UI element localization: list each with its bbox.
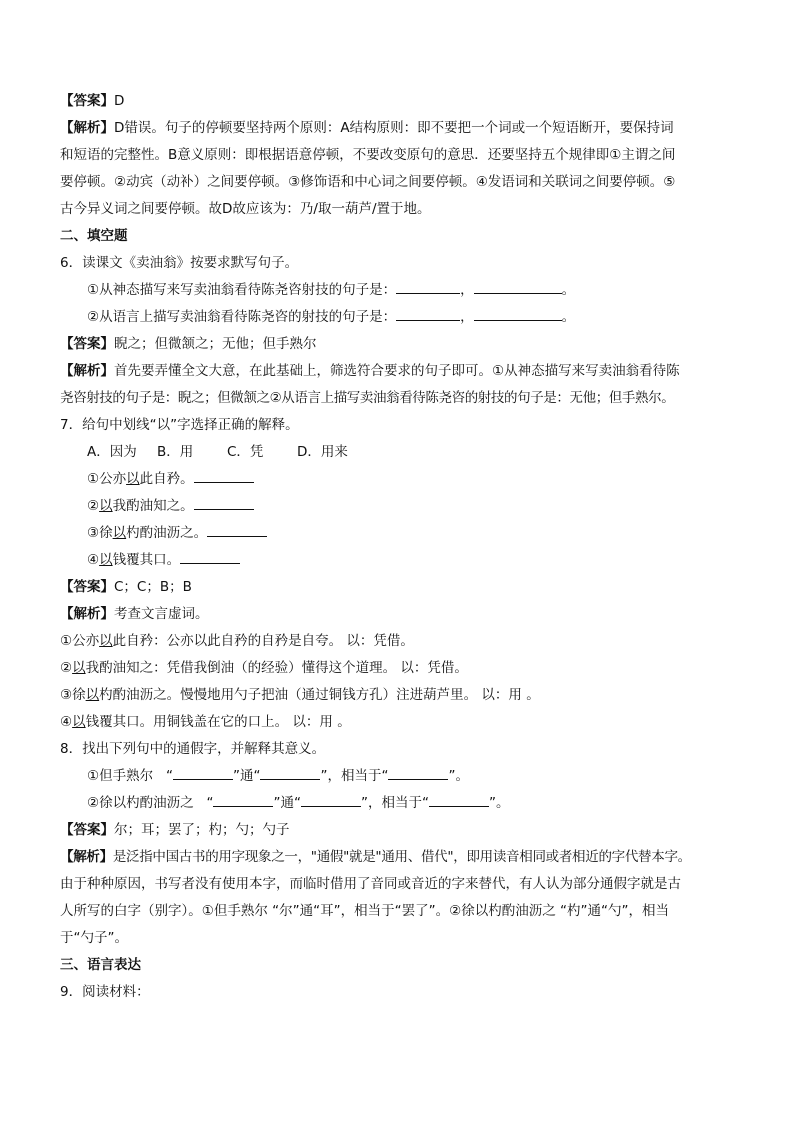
q7-analysis-item-2-post: 我酌油知之：凭借我倒油（的经验）懂得这个道理。 以：凭借。 [85, 660, 468, 676]
q8-item-1-blank-3[interactable] [388, 766, 448, 780]
q7-item-2-post: 我酌油知之。 [112, 498, 194, 514]
q6-item-1-blank-2[interactable] [474, 280, 562, 294]
q8-item-2-quote-end: ”。 [488, 795, 510, 811]
q7-analysis-line [60, 601, 740, 628]
q5-analysis-line-2: 和短语的完整性。B意义原则：即根据语意停顿，不要改变原句的意思．还要坚持五个规律即①主谓之间 [60, 147, 676, 163]
q7-item-4 [60, 547, 740, 574]
q8-item-1-xiang: ”，相当于“ [320, 768, 389, 784]
q8-item-1 [60, 763, 740, 790]
q6-answer: 睨之；但微颔之；无他；但手熟尔 [114, 336, 317, 352]
q6-item-1-blank-1[interactable] [396, 280, 460, 294]
q8-analysis-line-3: 人所写的白字（别字）。①但手熟尔 “尔”通“耳”，相当于“罢了”。②徐以杓酌油沥之 “杓”通“勺”，相当 [60, 903, 669, 919]
q7-analysis-item-1-pre: ①公亦 [60, 633, 100, 649]
answer-label: 【答案】 [60, 579, 114, 595]
q7-option-b[interactable]: B．用 [157, 444, 194, 460]
q8-item-2-text: ②徐以杓酌油沥之 [87, 795, 194, 811]
q7-analysis-text: 考查文言虚词。 [114, 606, 209, 622]
answer-label: 【答案】 [60, 822, 114, 838]
q7-item-4-pre: ④ [87, 552, 100, 568]
q8-item-2-blank-2[interactable] [301, 793, 361, 807]
q5-analysis-line-1 [60, 115, 740, 142]
q7-analysis-item-4-pre: ④ [60, 714, 73, 730]
analysis-label: 【解析】 [60, 363, 114, 379]
q7-analysis-item-4-post: 钱覆其口。用铜钱盖在它的口上。 以：用 。 [85, 714, 351, 730]
q7-analysis-item-3-underlined: 以 [85, 687, 100, 703]
q6-answer-line [60, 331, 740, 358]
q8-item-2-xiang: ”，相当于“ [360, 795, 429, 811]
q6-item-1-text: ①从神态描写来写卖油翁看待陈尧咨射技的句子是： [87, 282, 397, 298]
q8-analysis-line-4: 于“勺子”。 [60, 930, 128, 946]
q6-analysis-text-1: 首先要弄懂全文大意，在此基础上，筛选符合要求的句子即可。①从神态描写来写卖油翁看待陈 [114, 363, 680, 379]
q7-item-4-post: 钱覆其口。 [112, 552, 181, 568]
q7-analysis-item-1-underlined: 以 [99, 633, 113, 649]
q8-item-2-blank-1[interactable] [213, 793, 273, 807]
q7-analysis-item-2 [60, 655, 740, 682]
q8-item-1-blank-1[interactable] [173, 766, 233, 780]
q7-item-3-pre: ③徐 [87, 525, 113, 541]
q5-analysis-line-3: 要停顿。②动宾（动补）之间要停顿。③修饰语和中心词之间要停顿。④发语词和关联词之间要停顿。⑤ [60, 174, 676, 190]
q7-analysis-item-2-pre: ② [60, 660, 73, 676]
q6-title: 6．读课文《卖油翁》按要求默写句子。 [60, 255, 299, 271]
q7-item-3-underlined: 以 [112, 525, 127, 541]
q7-option-a[interactable]: A．因为 [87, 444, 137, 460]
q8-item-1-text: ①但手熟尔 [87, 768, 154, 784]
q6-item-2-comma: ， [460, 309, 474, 325]
q7-item-4-blank[interactable] [180, 550, 240, 564]
q7-options [60, 439, 740, 466]
q6-item-2-text: ②从语言上描写卖油翁看待陈尧咨的射技的句子是： [87, 309, 397, 325]
q8-item-1-quote-end: ”。 [448, 768, 469, 784]
q7-item-3-blank[interactable] [207, 523, 267, 537]
q8-item-2-tong: ”通“ [273, 795, 301, 811]
q7-item-1-pre: ①公亦 [87, 471, 127, 487]
q7-analysis-item-4 [60, 709, 740, 736]
section-heading-fill-in: 二、填空题 [60, 228, 128, 244]
q7-analysis-item-2-underlined: 以 [72, 660, 86, 676]
q7-item-2-underlined: 以 [99, 498, 113, 514]
q6-item-1-comma: ， [460, 282, 474, 298]
q7-item-1-underlined: 以 [126, 471, 140, 487]
q7-analysis-item-3-pre: ③徐 [60, 687, 86, 703]
analysis-label: 【解析】 [60, 849, 113, 865]
q6-item-1-period: 。 [561, 282, 576, 298]
q5-answer-line [60, 88, 740, 115]
answer-label: 【答案】 [60, 93, 114, 109]
analysis-label: 【解析】 [60, 120, 114, 136]
q7-item-3-post: 杓酌油沥之。 [126, 525, 208, 541]
q7-analysis-item-1-post: 此自矜：公亦以此自矜的自矜是自夸。 以：凭借。 [112, 633, 414, 649]
q6-item-2-blank-2[interactable] [474, 307, 562, 321]
analysis-label: 【解析】 [60, 606, 114, 622]
q8-item-1-quote-open: “ [165, 768, 173, 784]
q8-item-1-tong: ”通“ [232, 768, 261, 784]
q7-title: 7．给句中划线“以”字选择正确的解释。 [60, 417, 299, 433]
q8-title: 8．找出下列句中的通假字，并解释其意义。 [60, 741, 326, 757]
q8-analysis-text-1: 是泛指中国古书的用字现象之一，"通假"就是"通用、借代"，即用读音相同或者相近的字代替本字。 [112, 849, 691, 865]
q7-analysis-item-1 [60, 628, 740, 655]
q6-analysis-line-1 [60, 358, 740, 385]
q8-item-2 [60, 790, 740, 817]
document-page [60, 88, 740, 1006]
q7-item-2-blank[interactable] [194, 496, 254, 510]
q8-item-1-blank-2[interactable] [260, 766, 320, 780]
q8-analysis-line-2: 由于种种原因，书写者没有使用本字，而临时借用了音同或音近的字来替代，有人认为部分通假字就是古 [60, 876, 681, 892]
q6-item-2-period: 。 [561, 309, 576, 325]
q7-answer-line [60, 574, 740, 601]
q5-analysis-line-4: 古今异义词之间要停顿。故D故应该为：乃/取一葫芦/置于地。 [60, 201, 431, 217]
section-heading-language-expression: 三、语言表达 [60, 957, 141, 973]
q6-item-2 [60, 304, 740, 331]
q7-item-1-blank[interactable] [194, 469, 254, 483]
q8-item-2-quote-open: “ [206, 795, 214, 811]
q7-option-d[interactable]: D．用来 [297, 444, 348, 460]
q7-item-2 [60, 493, 740, 520]
q7-item-3 [60, 520, 740, 547]
q7-option-c[interactable]: C．凭 [227, 444, 264, 460]
q8-answer-line [60, 817, 740, 844]
q7-analysis-item-3 [60, 682, 740, 709]
q7-item-1-post: 此自矜。 [139, 471, 194, 487]
answer-label: 【答案】 [60, 336, 114, 352]
q8-analysis-line-1 [60, 844, 740, 871]
q6-item-1 [60, 277, 740, 304]
q8-item-2-blank-3[interactable] [429, 793, 489, 807]
q7-analysis-item-3-post: 杓酌油沥之。慢慢地用勺子把油（通过铜钱方孔）注进葫芦里。 以：用 。 [99, 687, 540, 703]
q8-answer: 尔；耳；罢了；杓；勺；勺子 [114, 822, 290, 838]
q6-item-2-blank-1[interactable] [396, 307, 460, 321]
q7-item-1 [60, 466, 740, 493]
q5-analysis-text-1: D错误。句子的停顿要坚持两个原则：A结构原则：即不要把一个词或一个短语断开，要保持词 [114, 120, 674, 136]
q7-answer: C；C；B；B [114, 579, 192, 595]
q7-item-4-underlined: 以 [99, 552, 113, 568]
q9-title: 9．阅读材料： [60, 984, 150, 1000]
q7-item-2-pre: ② [87, 498, 100, 514]
q7-analysis-item-4-underlined: 以 [72, 714, 86, 730]
q6-analysis-line-2: 尧咨射技的句子是：睨之；但微颔之②从语言上描写卖油翁看待陈尧咨的射技的句子是：无他；但手熟尔。 [60, 390, 675, 406]
q5-answer: D [114, 93, 125, 109]
